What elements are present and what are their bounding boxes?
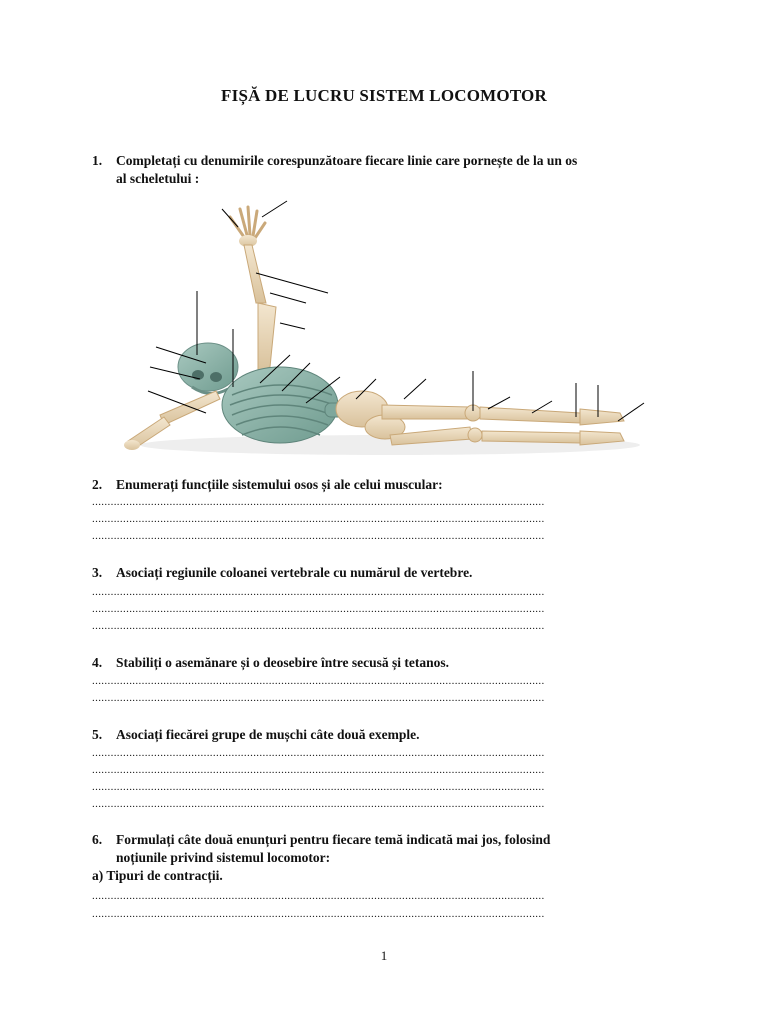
answer-line[interactable]: .................................................................................................................................................. (92, 908, 545, 920)
answer-line[interactable]: .................................................................................................................................................. (92, 513, 545, 525)
question-text: Completați cu denumirile corespunzătoare fiecare linie care pornește de la un os (116, 153, 578, 168)
answer-line[interactable]: .................................................................................................................................................. (92, 586, 545, 598)
question-text: Formulați câte două enunțuri pentru fiecare temă indicată mai jos, folosind (116, 832, 551, 847)
answer-line[interactable]: .................................................................................................................................................. (92, 764, 545, 776)
question-number: 3. (92, 565, 103, 580)
answer-line[interactable]: .................................................................................................................................................. (92, 675, 545, 687)
answer-line[interactable]: .................................................................................................................................................. (92, 890, 545, 902)
question-1 (92, 152, 642, 188)
answer-line[interactable]: .................................................................................................................................................. (92, 530, 545, 542)
question-text: Enumerați funcțiile sistemului osos și ale celui muscular: (116, 477, 443, 492)
question-3 (92, 564, 642, 582)
answer-line[interactable]: .................................................................................................................................................. (92, 798, 545, 810)
question-number: 5. (92, 727, 103, 742)
answer-line[interactable]: .................................................................................................................................................. (92, 620, 545, 632)
page-number: 1 (380, 948, 388, 963)
answer-line[interactable]: .................................................................................................................................................. (92, 496, 545, 508)
answer-line[interactable]: .................................................................................................................................................. (92, 603, 545, 615)
question-2 (92, 476, 642, 494)
question-number: 4. (92, 655, 103, 670)
subitem-a: a) Tipuri de contracții. (92, 868, 223, 883)
question-text-continued: noțiunile privind sistemul locomotor: (116, 850, 331, 865)
answer-line[interactable]: .................................................................................................................................................. (92, 692, 545, 704)
question-text: Asociați fiecărei grupe de mușchi câte două exemple. (116, 727, 420, 742)
question-number: 2. (92, 477, 103, 492)
question-text: Asociați regiunile coloanei vertebrale cu numărul de vertebre. (116, 565, 473, 580)
question-number: 1. (92, 153, 103, 168)
question-number: 6. (92, 832, 103, 847)
answer-line[interactable]: .................................................................................................................................................. (92, 747, 545, 759)
question-5 (92, 726, 642, 744)
question-4 (92, 654, 642, 672)
answer-line[interactable]: .................................................................................................................................................. (92, 781, 545, 793)
page-title: FIȘĂ DE LUCRU SISTEM LOCOMOTOR (221, 86, 547, 105)
question-text: Stabiliți o asemănare și o deosebire între secusă și tetanos. (116, 655, 449, 670)
hand-bones (230, 207, 265, 238)
skeleton-illustration (120, 195, 650, 465)
question-text-continued: al scheletului : (116, 171, 200, 186)
question-6 (92, 831, 642, 867)
